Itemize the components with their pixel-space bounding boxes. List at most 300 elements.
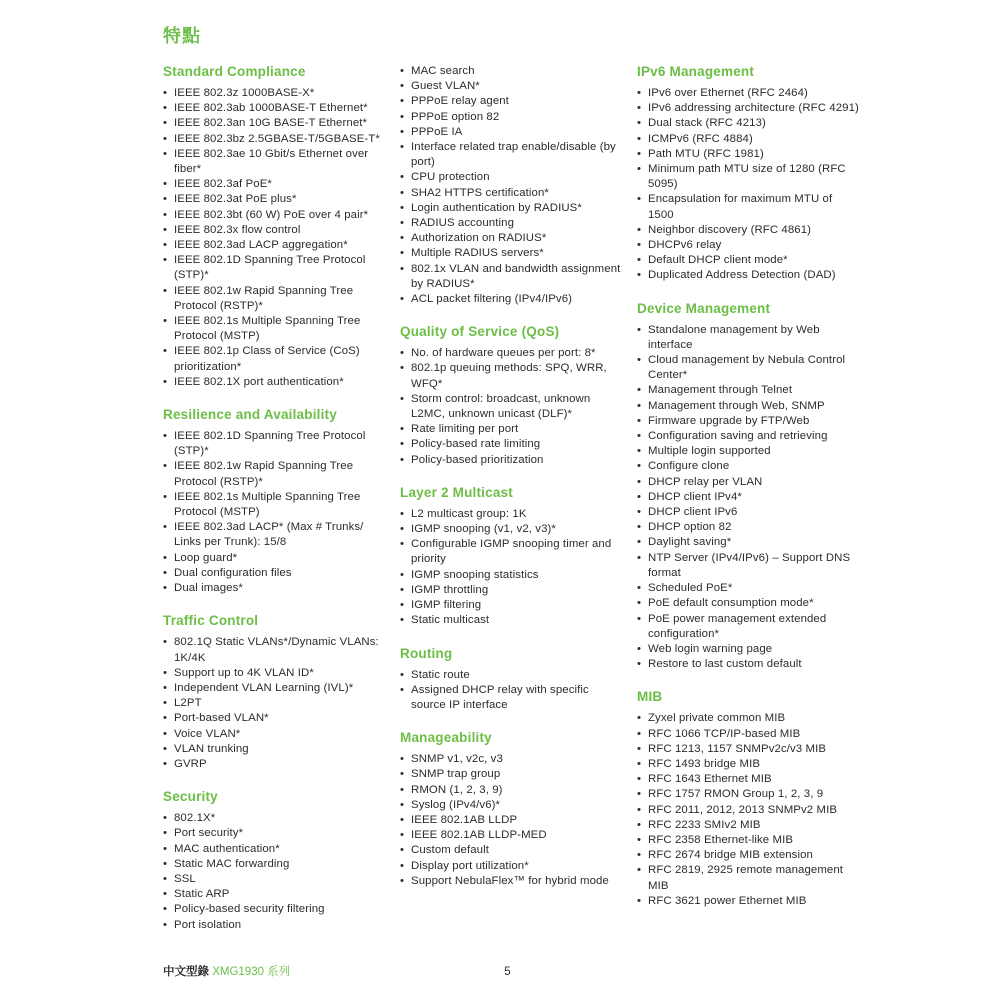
bullet-icon: • (637, 460, 642, 473)
feature-item-text: Dual configuration files (174, 566, 292, 579)
feature-item (163, 192, 385, 207)
feature-item (400, 453, 622, 468)
feature-item (400, 170, 622, 185)
section-heading: Standard Compliance (163, 64, 306, 79)
bullet-icon: • (400, 141, 405, 154)
bullet-icon: • (637, 506, 642, 519)
feature-item-text: IEEE 802.3ae 10 Gbit/s Ethernet over fiber* (174, 147, 369, 176)
feature-item-text: Login authentication by RADIUS* (411, 201, 582, 214)
feature-item-text: CPU protection (411, 171, 490, 184)
bullet-icon: • (163, 178, 168, 191)
feature-item (637, 253, 859, 268)
bullet-icon: • (400, 453, 405, 466)
section-heading: Layer 2 Multicast (400, 484, 513, 500)
feature-item-text: Static ARP (174, 888, 230, 901)
bullet-icon: • (163, 521, 168, 534)
feature-section (400, 485, 622, 629)
feature-section (400, 64, 622, 307)
feature-list (637, 711, 859, 909)
feature-item-text: Scheduled PoE* (648, 582, 733, 595)
feature-item-text: RFC 1066 TCP/IP-based MIB (648, 727, 801, 740)
bullet-icon: • (163, 284, 168, 297)
bullet-icon: • (637, 773, 642, 786)
feature-item (400, 813, 622, 828)
feature-section (163, 613, 385, 772)
feature-item-text: RFC 2358 Ethernet-like MIB (648, 833, 794, 846)
feature-item-text: MAC authentication* (174, 842, 280, 855)
bullet-icon: • (163, 666, 168, 679)
feature-item (637, 116, 859, 131)
feature-item (637, 192, 859, 222)
feature-item-text: PPPoE relay agent (411, 95, 509, 108)
feature-item-text: RADIUS accounting (411, 217, 514, 230)
feature-item-text: RFC 2011, 2012, 2013 SNMPv2 MIB (648, 803, 838, 816)
feature-item (163, 666, 385, 681)
bullet-icon: • (163, 827, 168, 840)
section-heading: MIB (637, 689, 663, 705)
bullet-icon: • (163, 208, 168, 221)
feature-item-text: IEEE 802.1D Spanning Tree Protocol (STP)* (174, 430, 366, 458)
feature-item-text: IPv6 addressing architecture (RFC 4291) (648, 102, 859, 115)
feature-item (163, 132, 385, 147)
feature-item-text: Standalone management by Web interface (648, 323, 820, 351)
feature-item (400, 683, 622, 713)
feature-item-text: Port security* (174, 827, 244, 840)
feature-list (163, 86, 385, 390)
feature-item (163, 253, 385, 283)
feature-item (400, 346, 622, 361)
feature-item-text: IEEE 802.3ad LACP* (Max # Trunks/ Links per Trunk): 15/8 (174, 521, 364, 549)
bullet-icon: • (163, 812, 168, 825)
bullet-icon: • (637, 757, 642, 770)
bullet-icon: • (163, 757, 168, 770)
feature-item-text: Independent VLAN Learning (IVL)* (174, 681, 354, 694)
feature-item (637, 383, 859, 398)
feature-item (637, 223, 859, 238)
feature-item (637, 803, 859, 818)
page-footer (0, 962, 1000, 982)
feature-list (163, 635, 385, 772)
feature-section (400, 730, 622, 889)
feature-item (163, 459, 385, 489)
feature-item-text: Static MAC forwarding (174, 857, 290, 870)
feature-item (637, 490, 859, 505)
feature-list (637, 86, 859, 284)
feature-item-text: IEEE 802.1s Multiple Spanning Tree Protocol (MSTP) (174, 490, 361, 519)
bullet-icon: • (637, 163, 642, 176)
feature-item (400, 201, 622, 216)
feature-item-text: L2PT (174, 697, 202, 710)
bullet-icon: • (163, 239, 168, 252)
feature-item-text: IEEE 802.1D Spanning Tree Protocol (STP)* (174, 254, 366, 282)
section-heading: IPv6 Management (637, 64, 755, 79)
bullet-icon: • (637, 833, 642, 846)
section-heading: Resilience and Availability (163, 407, 337, 423)
feature-item (163, 344, 385, 374)
feature-item-text: PPPoE option 82 (411, 110, 500, 123)
feature-section (637, 64, 859, 284)
feature-item-text: Authorization on RADIUS* (411, 232, 547, 245)
footer-series-text: XMG1930 系列 (212, 966, 291, 978)
bullet-icon: • (637, 430, 642, 443)
feature-item-text: IEEE 802.1w Rapid Spanning Tree Protocol (RSTP)* (174, 460, 354, 488)
feature-item (400, 422, 622, 437)
bullet-icon: • (637, 223, 642, 236)
feature-item (163, 177, 385, 192)
bullet-icon: • (400, 201, 405, 214)
feature-item (637, 101, 859, 116)
feature-item (163, 208, 385, 223)
bullet-icon: • (637, 551, 642, 564)
feature-item (637, 475, 859, 490)
bullet-icon: • (400, 614, 405, 627)
feature-item (400, 140, 622, 170)
feature-item (163, 711, 385, 726)
feature-item-text: RFC 2674 bridge MIB extension (648, 849, 813, 862)
bullet-icon: • (637, 849, 642, 862)
bullet-icon: • (637, 269, 642, 282)
feature-item-text: IEEE 802.3af PoE* (174, 178, 272, 191)
feature-item (163, 742, 385, 757)
bullet-icon: • (637, 727, 642, 740)
bullet-icon: • (163, 375, 168, 388)
feature-item-text: Port isolation (174, 918, 242, 931)
bullet-icon: • (163, 872, 168, 885)
feature-list (400, 752, 622, 889)
feature-item-text: Cloud management by Nebula Control Center* (648, 354, 846, 382)
feature-section (163, 407, 385, 596)
bullet-icon: • (163, 223, 168, 236)
feature-item (400, 186, 622, 201)
bullet-icon: • (163, 117, 168, 130)
feature-item-text: SHA2 HTTPS certification* (411, 186, 549, 199)
feature-item (163, 826, 385, 841)
bullet-icon: • (637, 658, 642, 671)
feature-item (163, 842, 385, 857)
bullet-icon: • (163, 460, 168, 473)
bullet-icon: • (400, 438, 405, 451)
feature-item-text: 802.1x VLAN and bandwidth assignment by RADIUS* (411, 262, 621, 290)
feature-item-text: Display port utilization* (411, 859, 529, 872)
feature-item-text: Configure clone (648, 460, 730, 473)
feature-item-text: DHCP relay per VLAN (648, 475, 763, 488)
feature-item (163, 238, 385, 253)
bullet-icon: • (400, 583, 405, 596)
feature-item (163, 757, 385, 772)
feature-item (637, 863, 859, 893)
feature-item-text: Policy-based rate limiting (411, 438, 541, 451)
feature-item (400, 94, 622, 109)
feature-item (163, 566, 385, 581)
feature-item (400, 262, 622, 292)
bullet-icon: • (163, 102, 168, 115)
feature-item (400, 292, 622, 307)
feature-item-text: Firmware upgrade by FTP/Web (648, 414, 810, 427)
bullet-icon: • (163, 551, 168, 564)
feature-item (637, 535, 859, 550)
feature-item-text: No. of hardware queues per port: 8* (411, 347, 596, 360)
feature-list (400, 64, 622, 307)
bullet-icon: • (163, 430, 168, 443)
bullet-icon: • (400, 599, 405, 612)
feature-item (637, 505, 859, 520)
page-title: 特點 (163, 26, 201, 46)
feature-list (400, 346, 622, 468)
feature-item-text: Minimum path MTU size of 1280 (RFC 5095) (648, 163, 846, 191)
bullet-icon: • (637, 323, 642, 336)
feature-item-text: Zyxel private common MIB (648, 712, 786, 725)
feature-item-text: Configurable IGMP snooping timer and priority (411, 538, 612, 566)
feature-item (400, 598, 622, 613)
feature-item (163, 551, 385, 566)
bullet-icon: • (163, 566, 168, 579)
bullet-icon: • (163, 490, 168, 503)
bullet-icon: • (637, 642, 642, 655)
bullet-icon: • (400, 293, 405, 306)
bullet-icon: • (400, 813, 405, 826)
bullet-icon: • (163, 857, 168, 870)
feature-item (400, 392, 622, 422)
feature-item-text: 802.1p queuing methods: SPQ, WRR, WFQ* (411, 362, 607, 390)
feature-item (163, 86, 385, 101)
bullet-icon: • (400, 768, 405, 781)
feature-item (163, 696, 385, 711)
feature-item-text: SNMP v1, v2c, v3 (411, 753, 503, 766)
feature-list (163, 811, 385, 933)
feature-item (400, 828, 622, 843)
feature-item (637, 612, 859, 642)
bullet-icon: • (163, 315, 168, 328)
feature-item (400, 767, 622, 782)
feature-item-text: Management through Web, SNMP (648, 399, 825, 412)
feature-item (400, 125, 622, 140)
feature-item-text: RFC 1757 RMON Group 1, 2, 3, 9 (648, 788, 824, 801)
feature-item (637, 162, 859, 192)
feature-item (163, 918, 385, 933)
feature-list (637, 323, 859, 673)
feature-section (400, 324, 622, 468)
bullet-icon: • (400, 80, 405, 93)
bullet-icon: • (637, 399, 642, 412)
bullet-icon: • (637, 445, 642, 458)
feature-item (163, 857, 385, 872)
feature-item-text: DHCPv6 relay (648, 239, 722, 252)
datasheet-page (163, 22, 873, 933)
feature-section (637, 689, 859, 909)
feature-item-text: VLAN trunking (174, 742, 249, 755)
section-heading: Quality of Service (QoS) (400, 324, 560, 340)
feature-item-text: IGMP snooping (v1, v2, v3)* (411, 523, 556, 536)
feature-item (637, 742, 859, 757)
feature-item (163, 284, 385, 314)
feature-item-text: IGMP throttling (411, 583, 489, 596)
feature-item-text: NTP Server (IPv4/IPv6) – Support DNS format (648, 551, 851, 579)
feature-item (400, 437, 622, 452)
feature-item (163, 101, 385, 116)
bullet-icon: • (163, 918, 168, 931)
feature-item (400, 216, 622, 231)
feature-item-text: IEEE 802.3z 1000BASE-X* (174, 87, 315, 99)
feature-item-text: IEEE 802.3bz 2.5GBASE-T/5GBASE-T* (174, 132, 380, 145)
bullet-icon: • (400, 247, 405, 260)
feature-item-text: IEEE 802.3x flow control (174, 223, 301, 236)
bullet-icon: • (637, 117, 642, 130)
feature-item (637, 596, 859, 611)
feature-item-text: Policy-based security filtering (174, 903, 325, 916)
feature-section (163, 64, 385, 390)
feature-item-text: Port-based VLAN* (174, 712, 269, 725)
feature-item-text: Web login warning page (648, 642, 773, 655)
section-heading: Manageability (400, 730, 492, 746)
bullet-icon: • (637, 475, 642, 488)
feature-item-text: Static multicast (411, 614, 490, 627)
bullet-icon: • (400, 859, 405, 872)
bullet-icon: • (163, 742, 168, 755)
feature-item-text: Guest VLAN* (411, 80, 480, 93)
feature-item (163, 872, 385, 887)
bullet-icon: • (163, 842, 168, 855)
bullet-icon: • (163, 903, 168, 916)
feature-item-text: RMON (1, 2, 3, 9) (411, 783, 503, 796)
bullet-icon: • (400, 683, 405, 696)
bullet-icon: • (163, 147, 168, 160)
bullet-icon: • (400, 95, 405, 108)
feature-item (400, 246, 622, 261)
feature-item-text: Voice VLAN* (174, 727, 241, 740)
feature-column (637, 64, 859, 909)
bullet-icon: • (637, 864, 642, 877)
feature-item-text: Restore to last custom default (648, 658, 802, 671)
feature-item-text: Loop guard* (174, 551, 238, 564)
bullet-icon: • (163, 345, 168, 358)
feature-item-text: Dual images* (174, 582, 243, 595)
feature-item-text: IEEE 802.1AB LLDP-MED (411, 829, 547, 842)
feature-item (637, 727, 859, 742)
bullet-icon: • (637, 414, 642, 427)
bullet-icon: • (637, 87, 642, 99)
feature-item-text: PPPoE IA (411, 125, 463, 138)
feature-item-text: 802.1Q Static VLANs*/Dynamic VLANs: 1K/4K (174, 636, 379, 664)
bullet-icon: • (637, 490, 642, 503)
bullet-icon: • (637, 254, 642, 267)
feature-item-text: Configuration saving and retrieving (648, 430, 828, 443)
feature-item (637, 399, 859, 414)
bullet-icon: • (400, 347, 405, 360)
feature-item (400, 752, 622, 767)
feature-item (400, 64, 622, 79)
bullet-icon: • (400, 262, 405, 275)
bullet-icon: • (637, 788, 642, 801)
bullet-icon: • (400, 829, 405, 842)
feature-item (637, 444, 859, 459)
feature-item (163, 147, 385, 177)
feature-item-text: SSL (174, 872, 196, 885)
bullet-icon: • (637, 612, 642, 625)
bullet-icon: • (637, 132, 642, 145)
feature-section (637, 301, 859, 673)
feature-item (637, 772, 859, 787)
feature-item (163, 811, 385, 826)
bullet-icon: • (400, 783, 405, 796)
feature-item (637, 894, 859, 909)
feature-item (163, 681, 385, 696)
bullet-icon: • (637, 742, 642, 755)
feature-item (400, 522, 622, 537)
bullet-icon: • (637, 193, 642, 206)
feature-item (637, 353, 859, 383)
bullet-icon: • (637, 521, 642, 534)
feature-item (637, 323, 859, 353)
feature-list (400, 507, 622, 629)
feature-item-text: Rate limiting per port (411, 423, 519, 436)
feature-item (400, 79, 622, 94)
feature-item-text: SNMP trap group (411, 768, 501, 781)
feature-item-text: MAC search (411, 65, 475, 77)
feature-item-text: RFC 1643 Ethernet MIB (648, 773, 772, 786)
feature-item (163, 490, 385, 520)
feature-item-text: IEEE 802.1X port authentication* (174, 375, 344, 388)
bullet-icon: • (163, 132, 168, 145)
feature-item-text: Syslog (IPv4/v6)* (411, 798, 501, 811)
bullet-icon: • (400, 874, 405, 887)
feature-item-text: Custom default (411, 844, 490, 857)
feature-item (163, 116, 385, 131)
feature-item (163, 902, 385, 917)
bullet-icon: • (400, 753, 405, 766)
feature-item (163, 223, 385, 238)
feature-item (637, 268, 859, 283)
bullet-icon: • (400, 523, 405, 536)
feature-column (400, 64, 622, 889)
feature-list (163, 429, 385, 596)
feature-item (400, 537, 622, 567)
bullet-icon: • (400, 392, 405, 405)
feature-item (400, 859, 622, 874)
feature-item (637, 757, 859, 772)
feature-item-text: RFC 1213, 1157 SNMPv2c/v3 MIB (648, 742, 827, 755)
feature-item (637, 787, 859, 802)
bullet-icon: • (637, 582, 642, 595)
feature-item (400, 231, 622, 246)
bullet-icon: • (163, 727, 168, 740)
bullet-icon: • (637, 803, 642, 816)
feature-item (637, 642, 859, 657)
feature-item (637, 147, 859, 162)
feature-item (163, 375, 385, 390)
bullet-icon: • (163, 193, 168, 206)
bullet-icon: • (400, 423, 405, 436)
bullet-icon: • (637, 384, 642, 397)
feature-column (163, 64, 385, 933)
feature-item (400, 874, 622, 889)
bullet-icon: • (637, 894, 642, 907)
page-number: 5 (504, 966, 511, 978)
feature-item (637, 414, 859, 429)
bullet-icon: • (637, 818, 642, 831)
bullet-icon: • (400, 110, 405, 123)
bullet-icon: • (400, 798, 405, 811)
feature-item-text: PoE power management extended configuration* (648, 612, 827, 640)
bullet-icon: • (637, 354, 642, 367)
feature-item-text: IEEE 802.3an 10G BASE-T Ethernet* (174, 117, 368, 130)
bullet-icon: • (400, 171, 405, 184)
feature-item (637, 459, 859, 474)
bullet-icon: • (400, 232, 405, 245)
feature-item-text: Support up to 4K VLAN ID* (174, 666, 314, 679)
feature-item (400, 568, 622, 583)
feature-item-text: IEEE 802.1w Rapid Spanning Tree Protocol (RSTP)* (174, 284, 354, 312)
bullet-icon: • (400, 568, 405, 581)
